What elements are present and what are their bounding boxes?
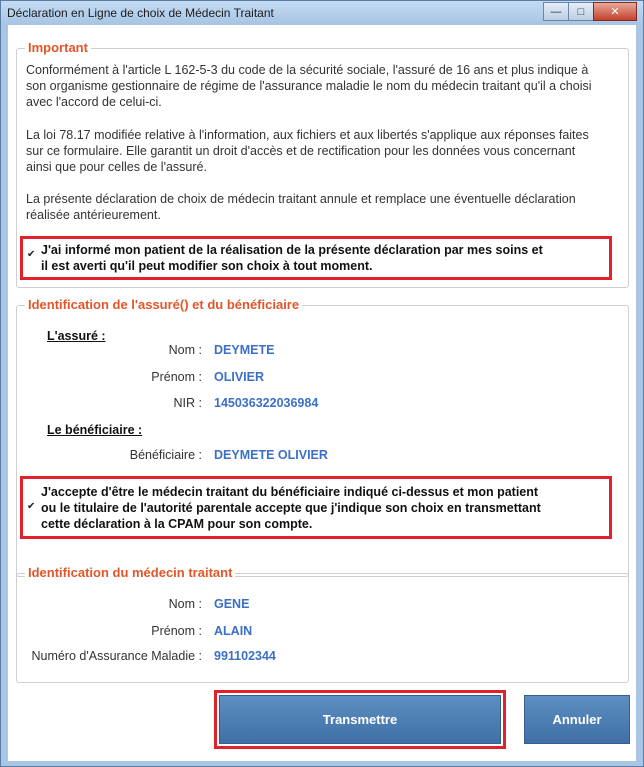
acceptance-checkbox-highlight <box>20 476 612 539</box>
assure-nom-value: DEYMETE <box>214 343 275 357</box>
title-bar[interactable] <box>1 1 643 25</box>
assure-nir-value: 145036322036984 <box>214 396 319 410</box>
identification-medecin-group <box>16 565 629 683</box>
text-line: J'accepte d'être le médecin traitant du bénéficiaire indiqué ci-dessus et mon patient <box>41 485 539 499</box>
maximize-button[interactable] <box>568 2 594 21</box>
assure-prenom-label: Prénom : <box>151 370 202 384</box>
medecin-prenom-value: ALAIN <box>214 624 253 638</box>
medecin-prenom-label: Prénom : <box>151 624 202 638</box>
medecin-numero-value: 991102344 <box>214 649 276 663</box>
identification-assure-group <box>16 297 629 577</box>
close-button[interactable] <box>593 2 637 21</box>
assure-prenom-value: OLIVIER <box>214 370 265 384</box>
identification-assure-legend: Identification de l'assuré() et du bénéficiaire <box>25 297 302 312</box>
identification-medecin-legend: Identification du médecin traitant <box>25 565 235 580</box>
text-line: ou le titulaire de l'autorité parentale accepte que j'indique son choix en transmettant <box>41 501 541 515</box>
assure-heading: L'assuré : <box>47 329 106 343</box>
text-line: Conformément à l'article L 162-5-3 du code de la sécurité sociale, l'assuré de 16 ans et plus indique à <box>26 63 589 77</box>
beneficiaire-value: DEYMETE OLIVIER <box>214 448 328 462</box>
important-paragraph-1 <box>26 62 592 110</box>
information-checkbox[interactable]: ✔ <box>27 249 36 260</box>
assure-nom-label: Nom : <box>168 343 202 357</box>
medecin-nom-value: GENE <box>214 597 250 611</box>
medecin-nom-label: Nom : <box>168 597 202 611</box>
text-line: il est averti qu'il peut modifier son choix à tout moment. <box>41 259 373 273</box>
minimize-icon: — <box>550 5 562 18</box>
dialog-client-area <box>8 25 636 761</box>
text-line: cette déclaration à la CPAM pour son compte. <box>41 517 313 531</box>
medecin-numero-label: Numéro d'Assurance Maladie : <box>31 649 202 663</box>
text-line: sur ce formulaire. Elle garantit un droit d'accès et de rectification pour les données vous concernant <box>26 144 576 158</box>
text-line: La loi 78.17 modifiée relative à l'information, aux fichiers et aux libertés s'applique aux réponses faites <box>26 128 589 142</box>
text-line: avec l'accord de celui-ci. <box>26 95 162 109</box>
information-checkbox-label[interactable] <box>41 242 543 274</box>
minimize-button[interactable] <box>543 2 569 21</box>
text-line: son organisme gestionnaire de régime de l'assurance maladie le nom du médecin traitant qu'il a choisi <box>26 79 592 93</box>
acceptance-checkbox-label[interactable] <box>41 484 541 532</box>
acceptance-checkbox[interactable]: ✔ <box>27 501 36 512</box>
text-line: ainsi que pour celles de l'assuré. <box>26 160 207 174</box>
maximize-icon: □ <box>577 5 585 18</box>
important-legend: Important <box>25 40 91 55</box>
text-line: réalisée antérieurement. <box>26 208 161 222</box>
important-paragraph-3 <box>26 191 576 223</box>
assure-nir-label: NIR : <box>173 396 202 410</box>
important-group <box>16 40 629 288</box>
information-checkbox-highlight <box>20 236 612 280</box>
beneficiaire-label: Bénéficiaire : <box>129 448 202 462</box>
annuler-button[interactable]: Annuler <box>524 695 630 744</box>
text-line: J'ai informé mon patient de la réalisation de la présente déclaration par mes soins et <box>41 243 543 257</box>
window-title: Déclaration en Ligne de choix de Médecin Traitant <box>7 6 274 20</box>
important-paragraph-2 <box>26 127 589 175</box>
text-line: La présente déclaration de choix de médecin traitant annule et remplace une éventuelle déclaration <box>26 192 576 206</box>
close-icon: ✕ <box>610 6 620 18</box>
beneficiaire-heading: Le bénéficiaire : <box>47 423 143 437</box>
transmettre-button[interactable]: Transmettre <box>219 695 501 744</box>
